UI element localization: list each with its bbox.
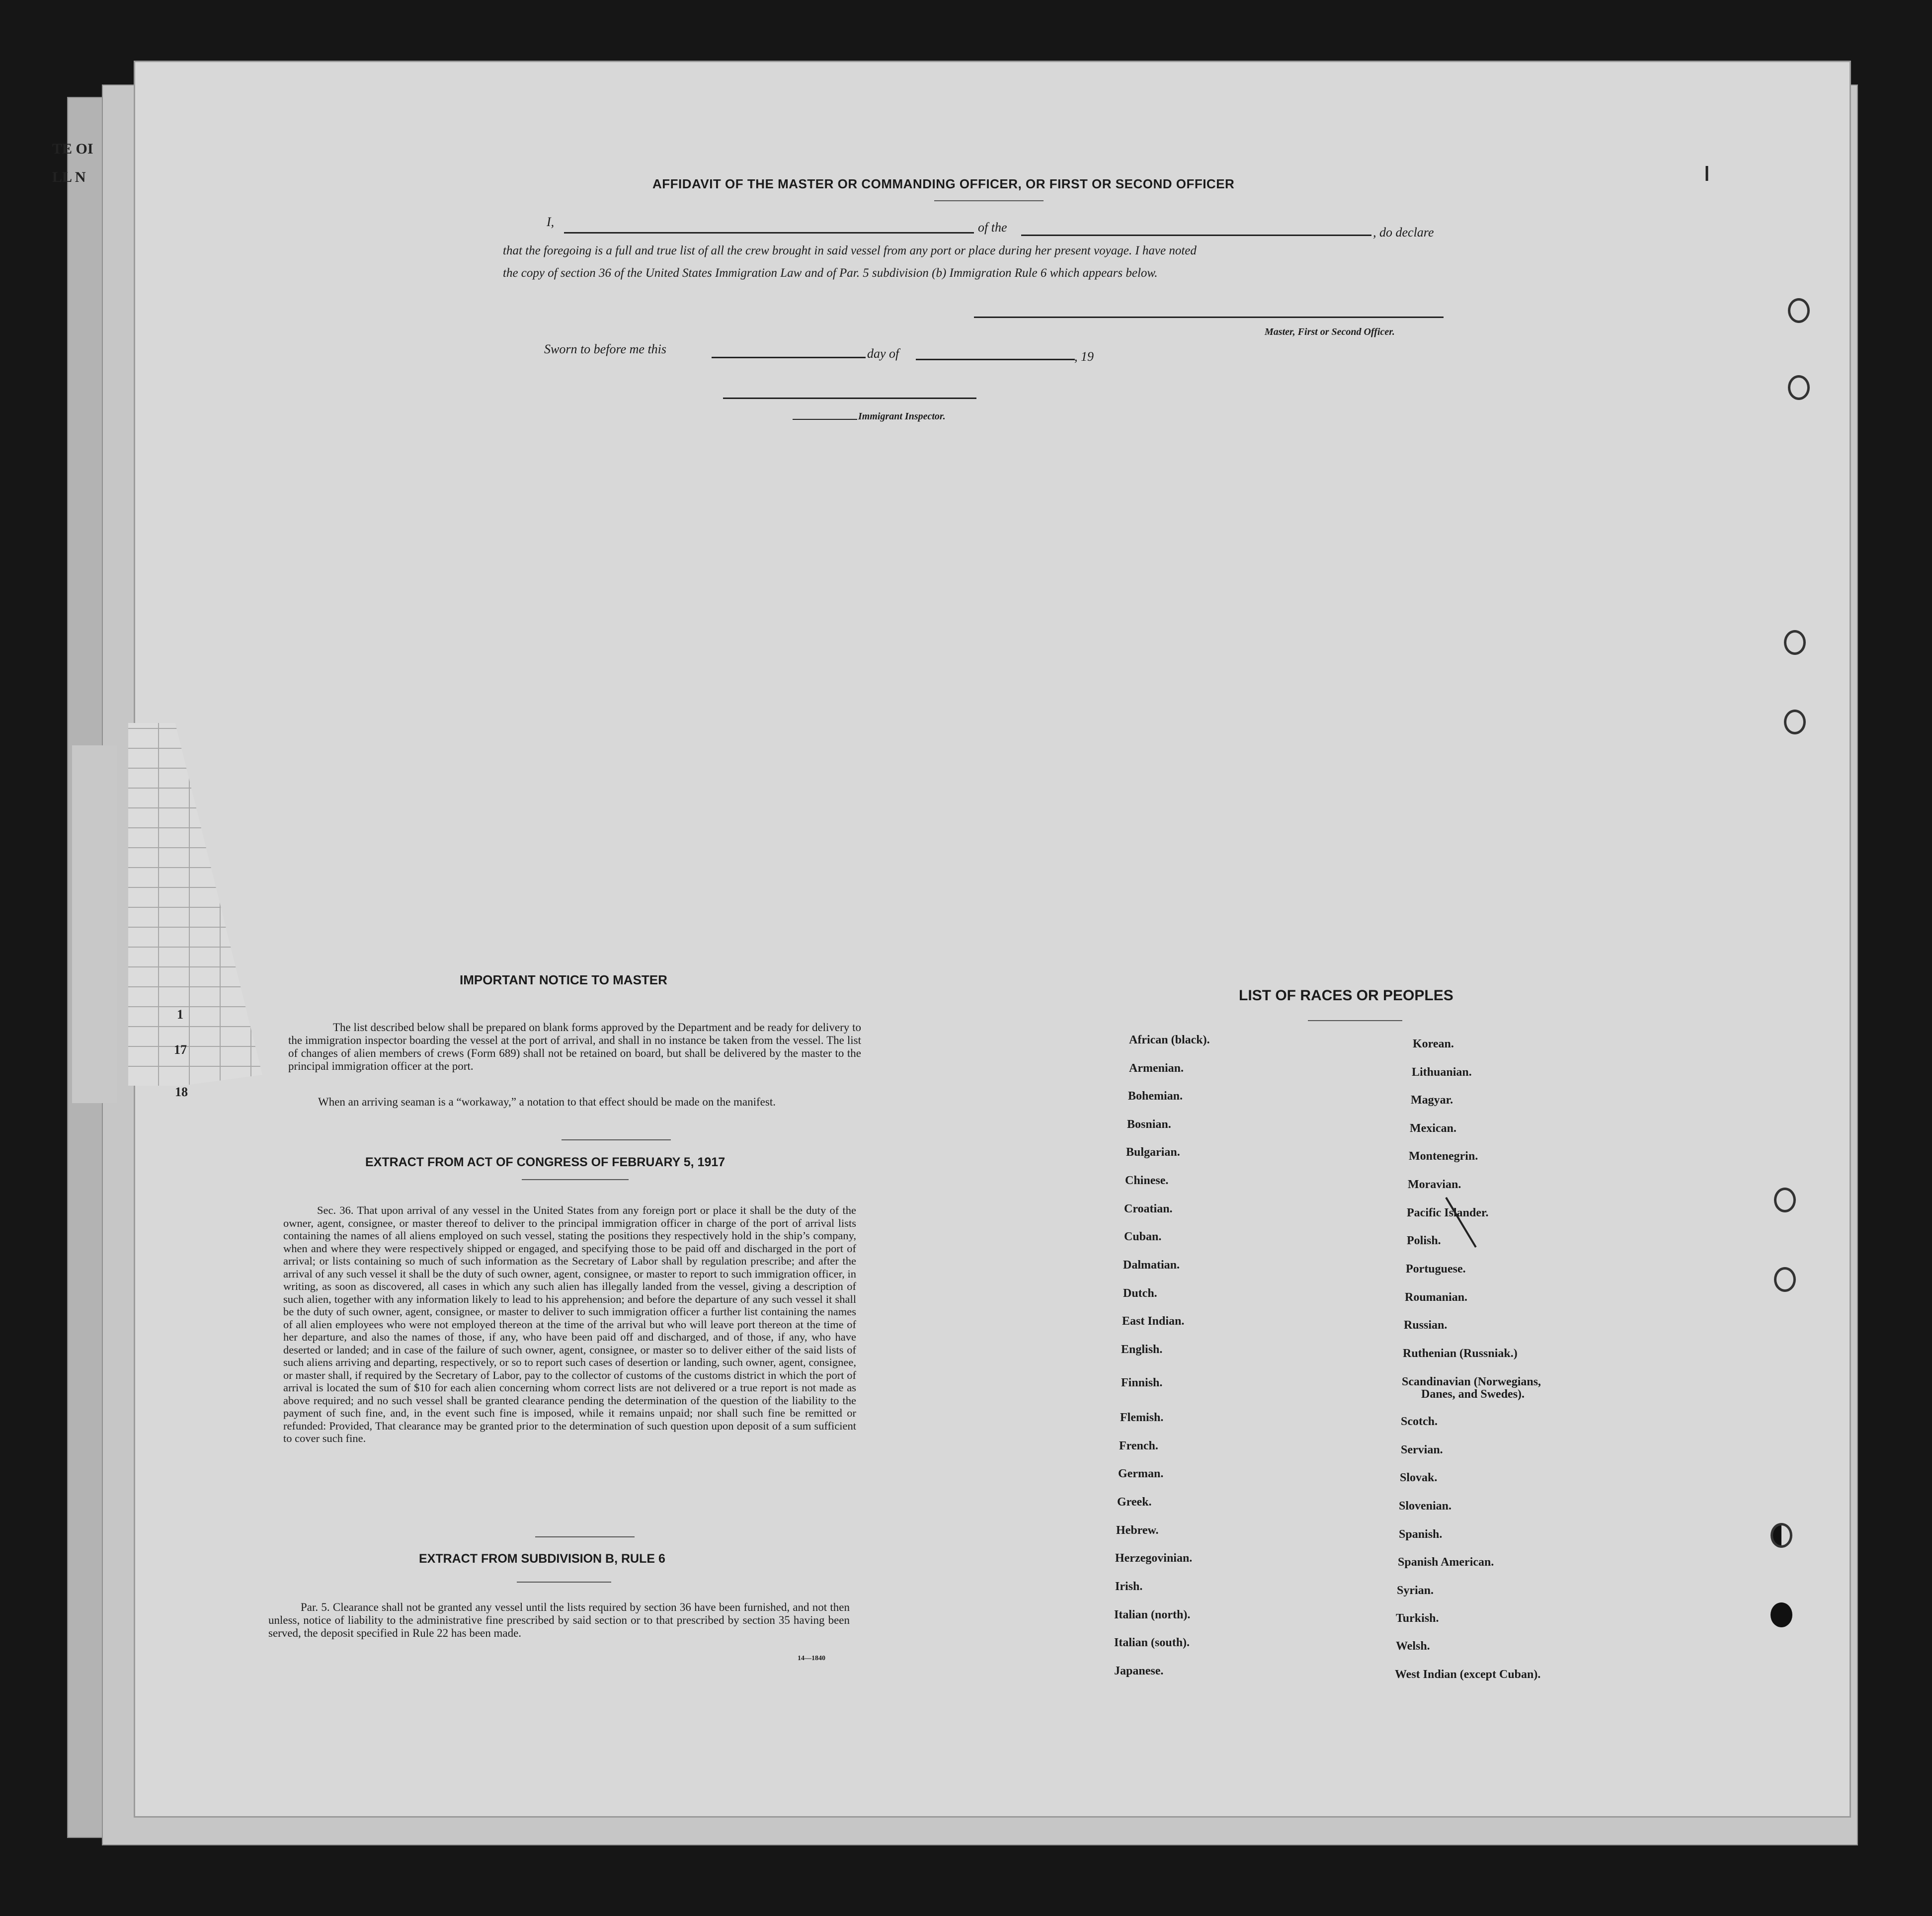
race-item: Irish. — [1115, 1580, 1143, 1593]
race-item: Russian. — [1404, 1319, 1448, 1332]
rule6-text: Par. 5. Clearance shall not be granted any vessel until the lists required by section 36 have been furnished, and not then unless, notice of liability to the administrative fine prescribed by said section or to that prescribed by section 35 having been served, the deposit specified in Rule 22 has been made. — [268, 1601, 850, 1639]
race-item: Croatian. — [1124, 1202, 1173, 1215]
punch-hole-icon — [1771, 1602, 1792, 1627]
race-item: Turkish. — [1396, 1612, 1439, 1625]
race-item: Bosnian. — [1127, 1118, 1171, 1131]
race-item: Pacific Islander. — [1407, 1206, 1489, 1219]
race-item: Hebrew. — [1116, 1524, 1159, 1537]
race-item: Roumanian. — [1405, 1291, 1468, 1304]
race-item: Bulgarian. — [1126, 1146, 1180, 1159]
act-section-36-text: Sec. 36. That upon arrival of any vessel in the United States from any foreign port or place it shall be the duty of the owner, agent, consignee, or master thereof to deliver to the principal immigration officer in charge of the port of arrival lists containing the names of all aliens employed on such vessel, stating the positions they respectively hold in the ship’s company, when and where they were respectively shipped or engaged, and specifying those to be paid off and discharged in the port of arrival; or lists containing so much of such information as the Secretary of Labor shall by regulation prescribe; and after the arrival of any such vessel it shall be the duty of such owner, agent, consignee, or master to report to such immigration officer, in writing, as soon as discovered, all cases in which any such alien has illegally landed from the vessel, giving a description of such alien, together with any information likely to lead to his apprehension; and before the departure of any such vessel it shall be the duty of such owner, agent, consignee, or master to deliver to such immigration officer a further list containing the names of all alien employees who were not employed thereon at the time of the arrival but who will leave port thereon at the time of her departure, and also the names of those, if any, who have been paid off and discharged, and of those, if any, who have deserted or landed; and in case of the failure of such owner, agent, consignee, or master so to deliver either of the said lists of such aliens arriving and departing, respectively, or so to report such cases of desertion or landing, such owner, agent, consignee, or master shall, if required by the Secretary of Labor, pay to the collector of customs of the customs district in which the port of arrival is located the sum of $10 for each alien concerning whom correct lists are not delivered or a true report is not made as above required; and no such vessel shall be granted clearance pending the determination of the question of the liability to the payment of such fine, and, in the event such fine is imposed, while it remains unpaid; nor shall such fine be remitted or refunded: Provided, That clearance may be granted prior to the determination of such question upon deposit of a sum sufficient to cover such fine. — [283, 1204, 856, 1444]
master-signature-label: Master, First or Second Officer. — [1265, 326, 1395, 337]
underlying-page-edge — [72, 745, 117, 1103]
divider — [522, 1179, 629, 1180]
edge-fragment: 17 — [174, 1042, 187, 1057]
punch-hole-icon — [1784, 630, 1806, 655]
race-item: Armenian. — [1129, 1062, 1184, 1075]
affidavit-title: AFFIDAVIT OF THE MASTER OR COMMANDING OFFICER, OR FIRST OR SECOND OFFICER — [652, 176, 1235, 191]
divider — [535, 1536, 635, 1537]
race-item: Dalmatian. — [1123, 1259, 1180, 1272]
race-item: West Indian (except Cuban). — [1395, 1668, 1541, 1681]
race-item: Korean. — [1413, 1038, 1454, 1050]
race-item: Lithuanian. — [1412, 1066, 1472, 1079]
notice-paragraph: When an arriving seaman is a “workaway,” a notation to that effect should be made on the manifest. — [318, 1096, 776, 1108]
race-item: Moravian. — [1408, 1178, 1461, 1191]
race-item: Spanish American. — [1398, 1556, 1494, 1569]
race-item: Finnish. — [1121, 1376, 1163, 1389]
inspector-signature-line — [723, 398, 976, 399]
race-item: Portuguese. — [1406, 1263, 1466, 1276]
divider — [1308, 1020, 1402, 1021]
race-item: Cuban. — [1124, 1230, 1162, 1243]
pen-mark-icon — [1441, 1193, 1501, 1262]
punch-hole-icon — [1774, 1267, 1796, 1292]
race-item: Slovak. — [1400, 1471, 1438, 1484]
affidavit-line1-end: , do declare — [1373, 225, 1434, 240]
punch-hole-icon — [1784, 710, 1806, 734]
punch-hole-icon — [1788, 298, 1810, 323]
race-item: English. — [1121, 1343, 1163, 1356]
document-page — [135, 62, 1850, 1816]
edge-fragment: LL N — [52, 169, 86, 185]
inspector-short-line — [793, 419, 857, 420]
race-item: Herzegovinian. — [1115, 1552, 1193, 1565]
affidavit-line1-mid: of the — [978, 220, 1007, 235]
race-item: Syrian. — [1397, 1584, 1434, 1597]
inspector-label: Immigrant Inspector. — [858, 411, 946, 422]
affidavit-line1-start: I, — [547, 215, 555, 229]
blank-month-line — [916, 359, 1075, 360]
divider — [934, 200, 1044, 201]
edge-fragment: TE OI — [52, 141, 93, 157]
race-item: African (black). — [1129, 1034, 1210, 1046]
affidavit-text-line: that the foregoing is a full and true list of all the crew brought in said vessel from any port or place during her present voyage. I have noted — [503, 244, 1197, 257]
race-item: French. — [1119, 1439, 1158, 1452]
race-item: Servian. — [1401, 1443, 1443, 1456]
race-item: Japanese. — [1114, 1665, 1164, 1677]
race-item: Polish. — [1407, 1234, 1441, 1247]
sworn-day-of: day of — [867, 346, 899, 361]
sworn-year: , 19 — [1074, 349, 1094, 364]
blank-vessel-line — [1021, 235, 1371, 236]
race-item: Montenegrin. — [1409, 1150, 1478, 1163]
race-item: Mexican. — [1410, 1122, 1456, 1135]
race-item: Greek. — [1117, 1496, 1152, 1509]
punch-hole-icon — [1774, 1188, 1796, 1212]
race-item: Slovenian. — [1399, 1500, 1452, 1513]
race-item: Dutch. — [1123, 1287, 1157, 1300]
race-item: Chinese. — [1125, 1174, 1169, 1187]
sworn-text: Sworn to before me this — [544, 342, 667, 356]
race-item: Italian (south). — [1114, 1636, 1190, 1649]
form-number: 14—1840 — [798, 1655, 825, 1662]
act-title: EXTRACT FROM ACT OF CONGRESS OF FEBRUARY 5, 1917 — [365, 1155, 725, 1169]
race-item: Bohemian. — [1128, 1090, 1183, 1103]
punch-hole-icon — [1771, 1523, 1792, 1548]
divider — [517, 1582, 611, 1583]
races-title: LIST OF RACES OR PEOPLES — [1239, 987, 1453, 1004]
race-item: Italian (north). — [1114, 1608, 1191, 1621]
divider — [562, 1139, 671, 1140]
race-item: Welsh. — [1396, 1640, 1430, 1653]
blank-name-line — [564, 232, 974, 234]
race-item: Danes, and Swedes). — [1421, 1388, 1525, 1401]
edge-fragment: 1 — [177, 1007, 183, 1022]
blank-day-line — [712, 357, 866, 358]
notice-title: IMPORTANT NOTICE TO MASTER — [460, 972, 667, 987]
notice-paragraph: The list described below shall be prepared on blank forms approved by the Department and be ready for delivery to the immigration inspector boarding the vessel at the port of arrival, and shall in no instance be taken from the vessel. The list of changes of alien members of crews (Form 689) shall not be retained on board, but shall be delivered by the master to the principal immigration officer at the port. — [288, 1021, 861, 1072]
race-item: Ruthenian (Russniak.) — [1403, 1347, 1518, 1360]
race-item: Scotch. — [1401, 1415, 1438, 1428]
signature-line — [974, 317, 1444, 318]
punch-hole-icon — [1788, 375, 1810, 400]
pen-mark-icon — [1702, 164, 1712, 184]
race-item: East Indian. — [1122, 1315, 1185, 1328]
race-item: Spanish. — [1399, 1528, 1443, 1541]
race-item: German. — [1118, 1467, 1164, 1480]
affidavit-text-line: the copy of section 36 of the United States Immigration Law and of Par. 5 subdivision (b) Immigration Rule 6 which appears below. — [503, 266, 1158, 280]
race-item: Scandinavian (Norwegians, — [1402, 1375, 1541, 1388]
race-item: Magyar. — [1411, 1094, 1453, 1107]
edge-fragment: 18 — [175, 1085, 188, 1099]
rule6-title: EXTRACT FROM SUBDIVISION B, RULE 6 — [419, 1552, 665, 1566]
race-item: Flemish. — [1120, 1411, 1164, 1424]
